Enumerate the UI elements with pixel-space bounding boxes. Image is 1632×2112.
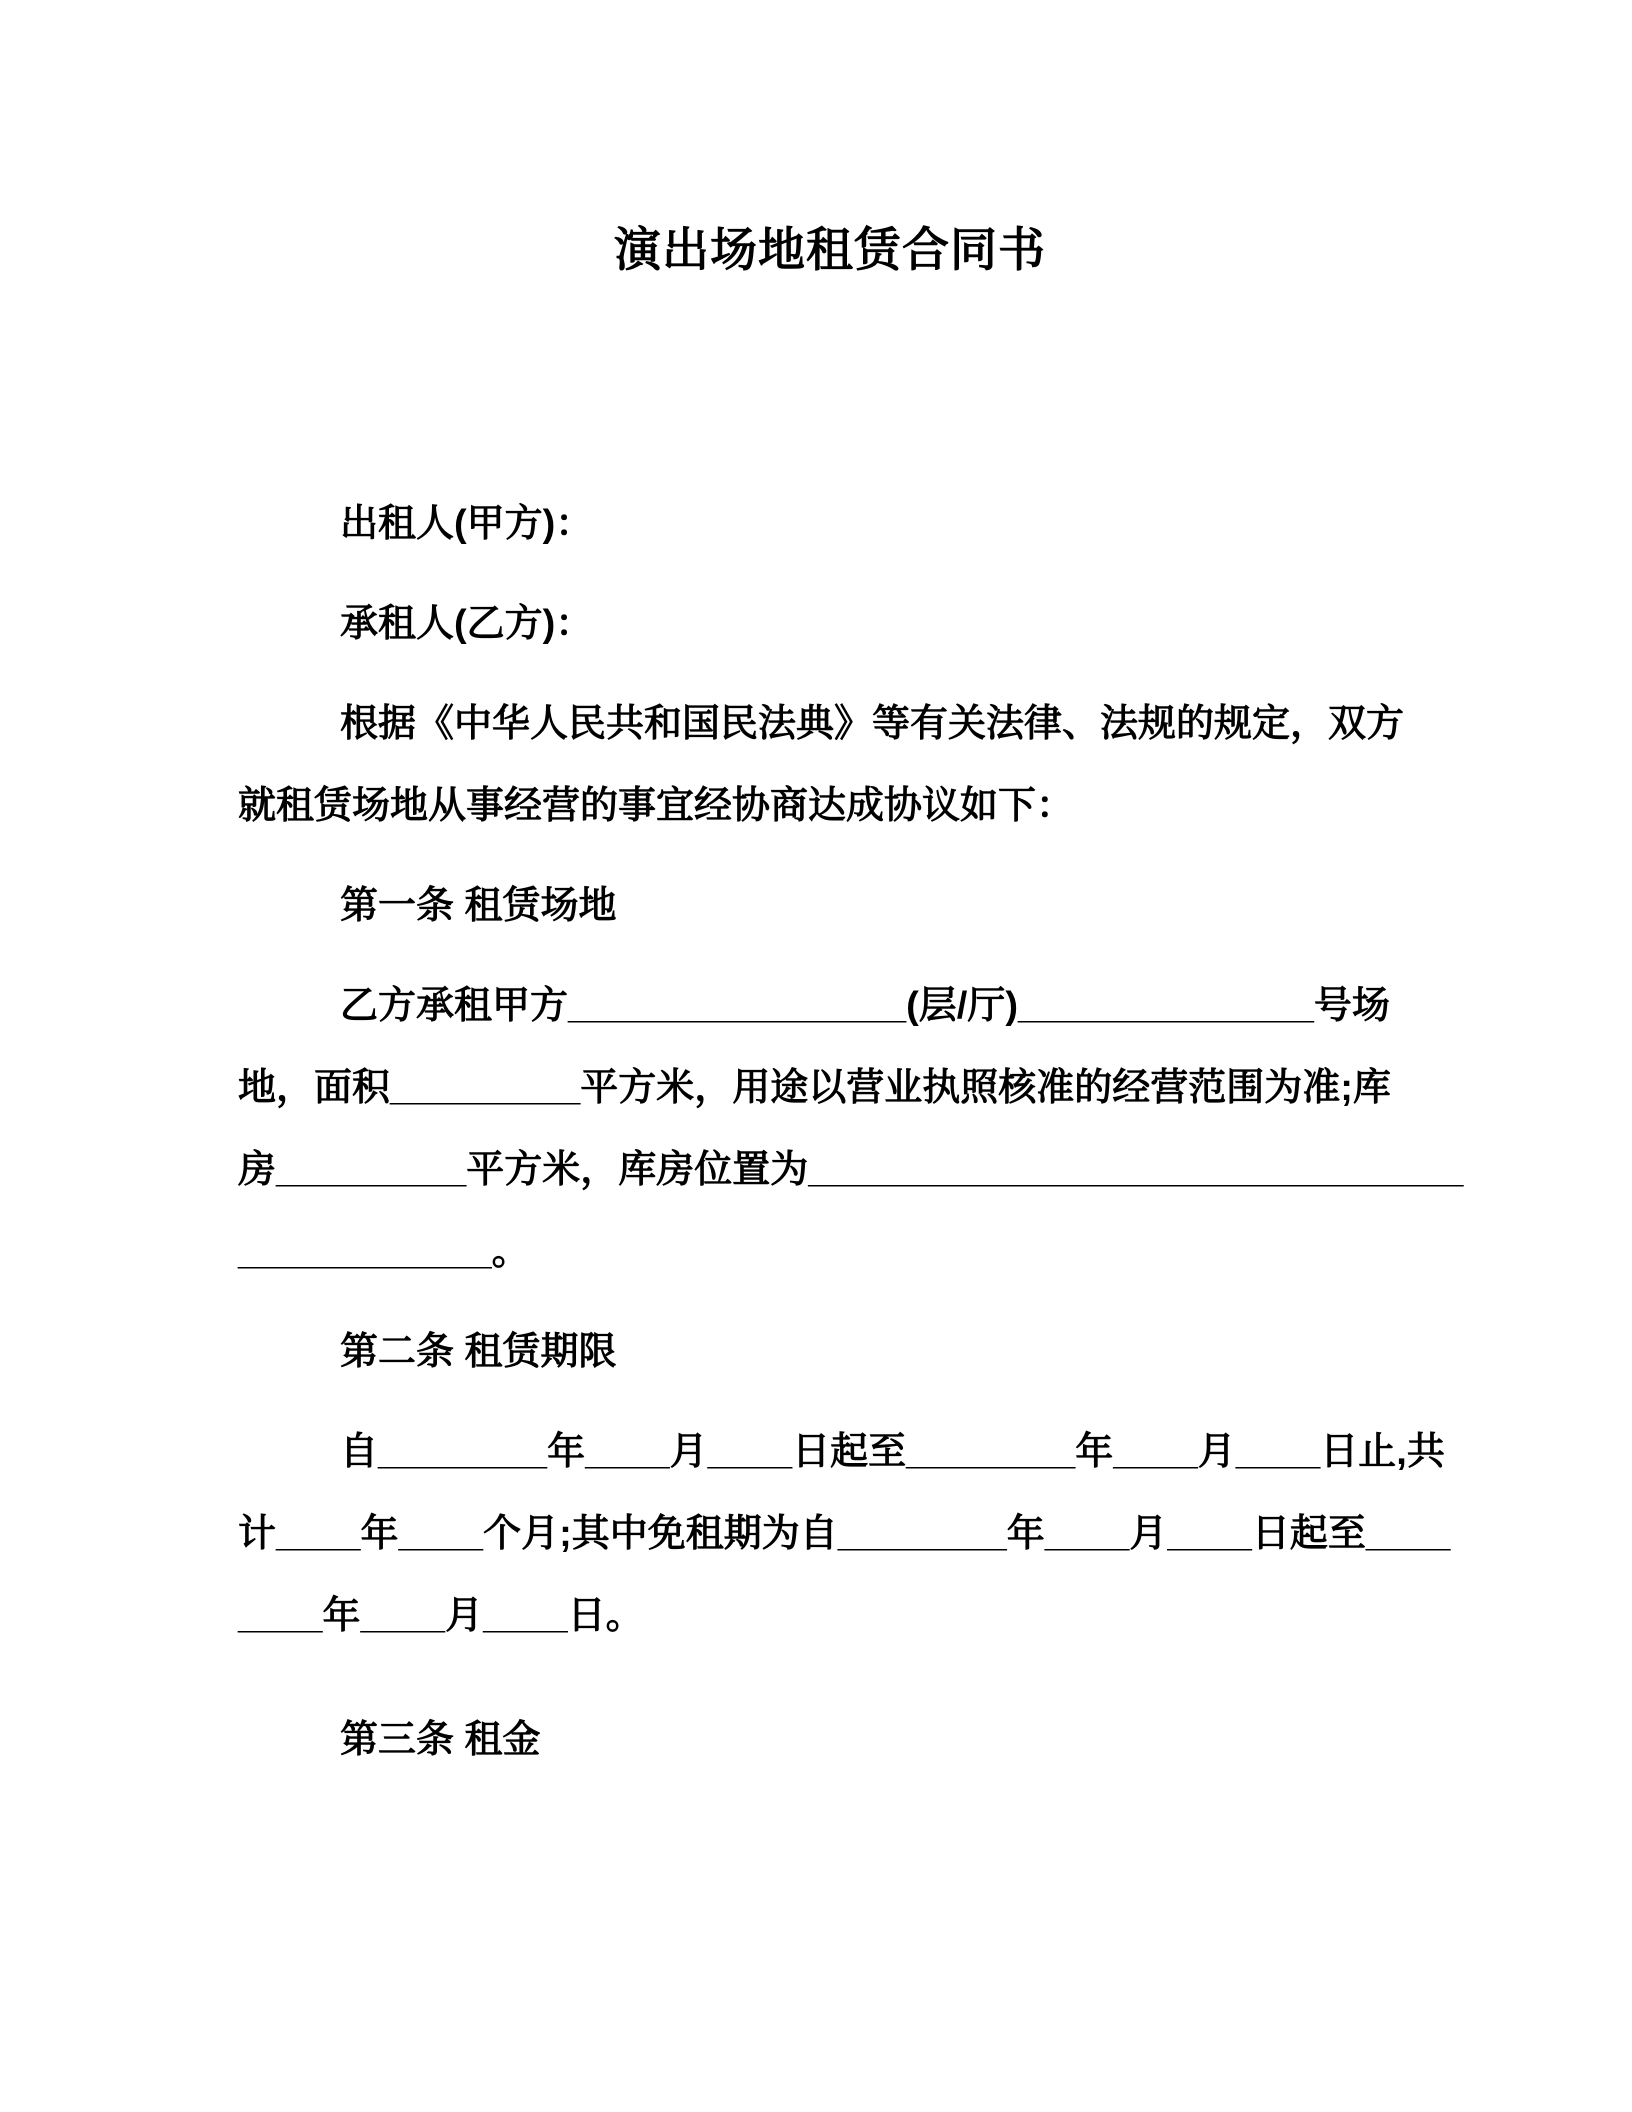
article-2-heading: 第二条 租赁期限 [340,1331,617,1373]
preamble-paragraph [238,683,1422,847]
article-1-line-4: ____________。 [238,1231,530,1273]
article-2-line-3: ____年____月____日。 [238,1595,644,1637]
article-2-line-2: 计____年____个月;其中免租期为自________年____月____日起至____ [238,1513,1451,1555]
party-lessee-line: 承租人(乙方)： [340,603,594,645]
preamble-line-2: 就租赁场地从事经营的事宜经协商达成协议如下： [238,785,1075,827]
preamble-line-1: 根据《中华人民共和国民法典》等有关法律、法规的规定，双方 [340,703,1405,745]
article-1-line-3: 房_________平方米，库房位置为_______________________________ [238,1149,1464,1191]
party-lessor-line: 出租人(甲方)： [340,503,594,545]
article-2-body [238,1411,1451,1657]
article-3-heading: 第三条 租金 [340,1719,541,1761]
article-1-line-1: 乙方承租甲方________________(层/厅)______________号场 [340,985,1390,1027]
article-1-body [238,965,1464,1293]
article-2-line-1: 自________年____月____日起至________年____月____日止,共 [340,1431,1445,1473]
document-title: 演出场地租赁合同书 [614,223,1046,276]
article-1-line-2: 地，面积_________平方米，用途以营业执照核准的经营范围为准;库 [238,1067,1391,1109]
article-1-heading: 第一条 租赁场地 [340,885,617,927]
